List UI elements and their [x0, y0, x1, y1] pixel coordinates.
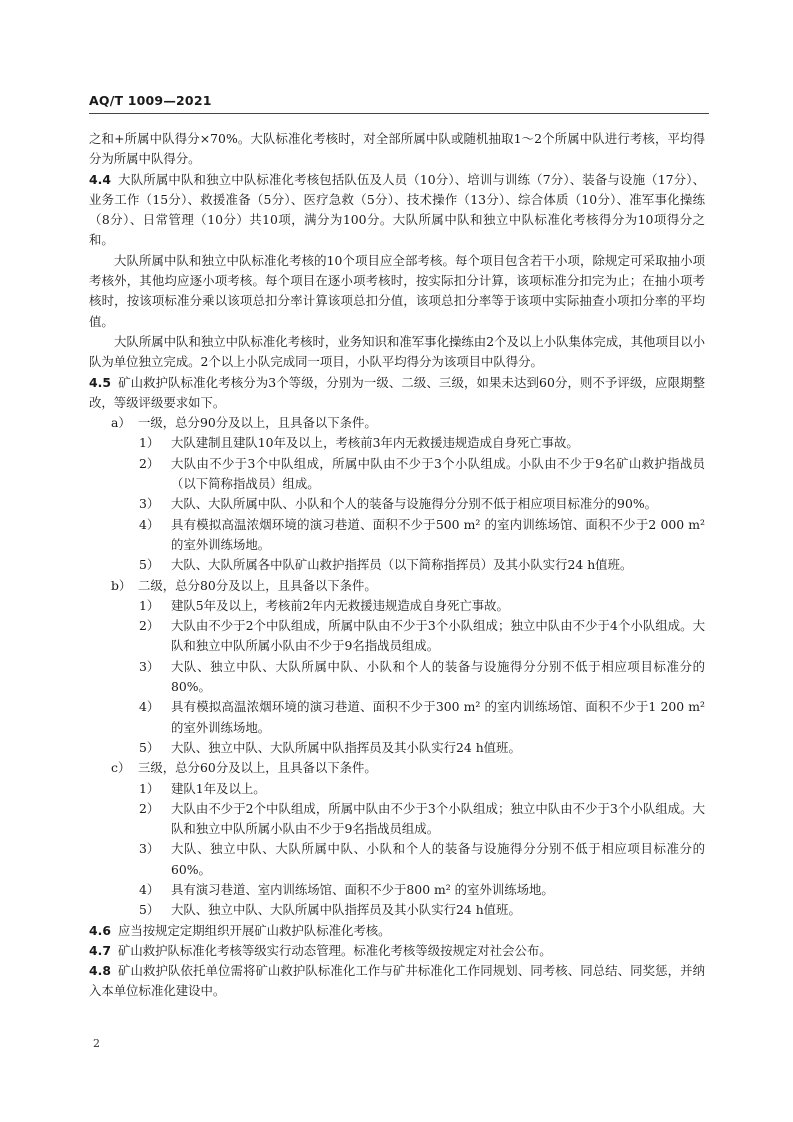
list-marker: 5）	[139, 902, 160, 918]
list-text: 具有演习巷道、室内训练场馆、面积不少于800 m² 的室外训练场地。	[171, 881, 554, 897]
clause-4-7	[89, 941, 705, 961]
list-marker: 5）	[139, 739, 160, 755]
clause-text: 矿山救护队标准化考核分为3个等级，分别为一级、二级、三级，如果未达到60分，则不予评级，应限期整改，等级评级要求如下。	[89, 374, 705, 410]
list-item-c-2	[89, 799, 705, 840]
list-text: 三级，总分60分及以上，且具备以下条件。	[138, 760, 377, 776]
list-item-c-5	[89, 900, 705, 920]
list-text: 大队由不少于2个中队组成，所属中队由不少于3个小队组成；独立中队由不少于4个小队组成。大队和独立中队所属小队由不少于9名指战员组成。	[171, 618, 705, 654]
list-text: 大队、独立中队、大队所属中队指挥员及其小队实行24 h值班。	[171, 902, 521, 918]
list-text: 大队由不少于3个中队组成，所属中队由不少于3个小队组成。小队由不少于9名矿山救护指战员（以下简称指战员）组成。	[171, 455, 705, 492]
clause-4-8	[89, 961, 705, 1002]
list-marker: 4）	[139, 699, 160, 715]
list-marker: 2）	[139, 800, 160, 816]
clause-4-5	[89, 373, 705, 414]
list-text: 大队、独立中队、大队所属中队指挥员及其小队实行24 h值班。	[171, 739, 521, 755]
list-text: 建队1年及以上。	[171, 780, 266, 796]
list-item-a-4	[89, 515, 705, 556]
list-marker: 4）	[139, 516, 160, 532]
list-item-c	[89, 758, 705, 778]
paragraph-4-4-2: 大队所属中队和独立中队标准化考核的10个项目应全部考核。每个项目包含若干小项，除规定可采取抽小项考核外，其他均应逐小项考核。每个项目在逐小项考核时，按实际扣分计算，该项标准分扣完为止；在抽小项考核时，按该项标准分乘以该项总扣分率计算该项总扣分值，该项总扣分率等于该项中实际抽查小项扣分率的平均值。	[89, 252, 705, 329]
clause-text: 矿山救护队依托单位需将矿山救护队标准化工作与矿井标准化工作同规划、同考核、同总结、同奖惩，并纳入本单位标准化建设中。	[89, 963, 705, 999]
list-marker: b）	[111, 577, 132, 593]
clause-text: 应当按规定定期组织开展矿山救护队标准化考核。	[117, 922, 391, 938]
list-text: 大队建制且建队10年及以上，考核前3年内无救援违规造成自身死亡事故。	[171, 435, 579, 451]
list-text: 具有模拟高温浓烟环境的演习巷道、面积不少于300 m² 的室内训练场馆、面积不少于1 200 m² 的室外训练场地。	[171, 699, 705, 735]
list-marker: 5）	[139, 557, 160, 573]
list-item-b-3	[89, 657, 705, 698]
clause-4-6	[89, 921, 705, 941]
paragraph-4-4-3: 大队所属中队和独立中队标准化考核时，业务知识和准军事化操练由2个及以上小队集体完成，其他项目以小队为单位独立完成。2个以上小队完成同一项目，小队平均得分为该项目中队得分。	[89, 333, 705, 370]
clause-text: 大队所属中队和独立中队标准化考核包括队伍及人员（10分）、培训与训练（7分）、装备与设施（17分）、业务工作（15分）、救援准备（5分）、医疗急救（5分）、技术操作（13分）、综合体质（10分）、准军事化操练（8分）、日常管理（10分）共10项，满分为100分。大队所属中队和独立中队标准化考核得分为10项得分之和。	[89, 171, 705, 248]
clause-4-4	[89, 170, 705, 251]
clause-number: 4.7	[89, 942, 111, 958]
list-marker: 3）	[139, 496, 160, 512]
list-item-b	[89, 576, 705, 596]
standard-code: AQ/T 1009—2021	[89, 93, 212, 108]
list-marker: 2）	[139, 455, 160, 471]
list-text: 建队5年及以上，考核前2年内无救援违规造成自身死亡事故。	[171, 597, 509, 613]
list-marker: 3）	[139, 658, 160, 674]
list-text: 大队、大队所属各中队矿山救护指挥员（以下简称指挥员）及其小队实行24 h值班。	[171, 557, 633, 573]
list-item-a-3	[89, 494, 705, 514]
paragraph-intro: 之和+所属中队得分×70%。大队标准化考核时，对全部所属中队或随机抽取1～2个所属中队进行考核，平均得分为所属中队得分。	[89, 131, 705, 167]
list-item-a-1	[89, 433, 705, 453]
clause-number: 4.8	[89, 963, 111, 979]
list-item-c-4	[89, 880, 705, 900]
list-marker: 1）	[139, 435, 160, 451]
list-marker: c）	[111, 760, 131, 776]
list-marker: 3）	[139, 841, 160, 857]
list-marker: 1）	[139, 597, 160, 613]
list-text: 大队、独立中队、大队所属中队、小队和个人的装备与设施得分分别不低于相应项目标准分的80%。	[171, 658, 705, 695]
list-item-b-4	[89, 697, 705, 738]
list-marker: a）	[111, 415, 131, 431]
list-marker: 2）	[139, 618, 160, 634]
list-item-a-2	[89, 454, 705, 495]
list-item-b-1	[89, 596, 705, 616]
clause-number: 4.5	[89, 374, 111, 390]
list-text: 一级，总分90分及以上，且具备以下条件。	[138, 415, 377, 431]
list-marker: 1）	[139, 780, 160, 796]
list-marker: 4）	[139, 881, 160, 897]
list-item-c-1	[89, 779, 705, 799]
clause-number: 4.6	[89, 922, 111, 938]
clause-text: 矿山救护队标准化考核等级实行动态管理。标准化考核等级按规定对社会公布。	[117, 942, 552, 958]
document-body	[89, 129, 705, 1002]
list-item-b-5	[89, 738, 705, 758]
list-text: 具有模拟高温浓烟环境的演习巷道、面积不少于500 m² 的室内训练场馆、面积不少于2 000 m² 的室外训练场地。	[171, 516, 705, 552]
clause-number: 4.4	[89, 171, 111, 187]
list-text: 大队、独立中队、大队所属中队、小队和个人的装备与设施得分分别不低于相应项目标准分的60%。	[171, 841, 705, 877]
list-text: 大队、大队所属中队、小队和个人的装备与设施得分分别不低于相应项目标准分的90%。	[171, 496, 657, 512]
list-item-a	[89, 413, 705, 433]
list-text: 大队由不少于2个中队组成，所属中队由不少于3个小队组成；独立中队由不少于3个小队组成。大队和独立中队所属小队由不少于9名指战员组成。	[171, 800, 705, 837]
header-divider	[89, 113, 709, 114]
page-number: 2	[93, 1037, 100, 1050]
list-item-c-3	[89, 839, 705, 880]
list-item-a-5	[89, 555, 705, 575]
list-item-b-2	[89, 616, 705, 657]
list-text: 二级，总分80分及以上，且具备以下条件。	[138, 577, 377, 593]
